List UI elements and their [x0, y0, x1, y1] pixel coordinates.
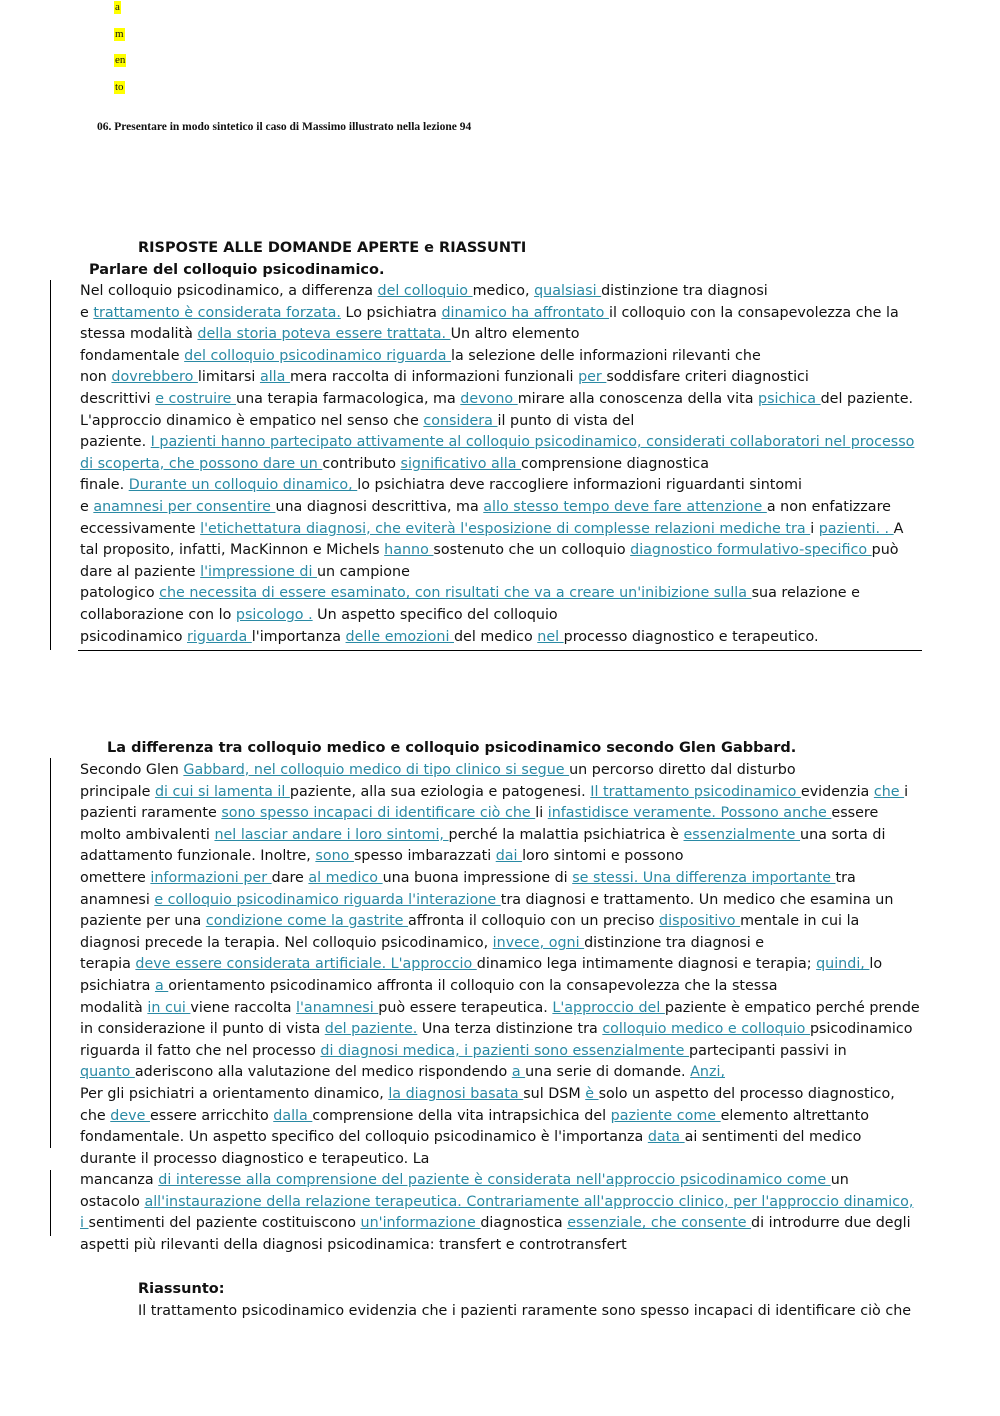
text-line: [80, 1127, 930, 1149]
text-segment: evidenzia: [800, 783, 874, 800]
text-segment: psicodinamico: [80, 628, 188, 645]
text-segment: paziente è empatico perché prende: [664, 999, 920, 1016]
text-line: [80, 1170, 930, 1192]
text-line: [80, 519, 930, 541]
tracked-change-text: Anzi,: [690, 1064, 725, 1081]
text-segment: mentale in cui la: [740, 913, 860, 930]
text-segment: elemento altrettanto: [720, 1107, 869, 1124]
text-segment: Secondo Glen: [80, 762, 184, 778]
tracked-change-text: l'impressione di: [200, 563, 317, 580]
change-bar: [50, 758, 51, 1148]
tracked-change-text: della storia poteva essere trattata.: [197, 326, 451, 343]
question-line: 06. Presentare in modo sintetico il caso di Massimo illustrato nella lezione 94: [97, 121, 472, 133]
text-segment: distinzione tra diagnosi: [601, 283, 768, 299]
text-segment: pazienti raramente: [80, 805, 222, 822]
tracked-change-text: delle emozioni: [345, 628, 454, 645]
tracked-change-text: del colloquio: [377, 283, 473, 299]
text-segment: distinzione tra diagnosi e: [584, 934, 765, 951]
text-line: [80, 1235, 930, 1257]
tracked-change-text: è: [585, 1085, 599, 1102]
text-segment: affronta il colloquio con un preciso: [408, 913, 660, 930]
text-line: [80, 346, 930, 368]
tracked-change-text: qualsiasi: [534, 283, 602, 299]
text-segment: comprensione della vita intrapsichica del: [312, 1107, 611, 1124]
text-line: [80, 782, 930, 804]
text-segment: in considerazione il punto di vista: [80, 1021, 325, 1038]
text-segment: del medico: [453, 628, 538, 645]
tracked-change-text: deve: [110, 1107, 150, 1124]
tracked-change-text: essenzialmente: [683, 826, 801, 843]
text-segment: essere arricchito: [149, 1107, 274, 1124]
tracked-change-text: allo stesso tempo deve fare attenzione: [483, 498, 767, 515]
text-segment: patologico: [80, 585, 160, 602]
tracked-change-text: psichica: [758, 390, 821, 407]
tracked-change-text: di diagnosi medica, i pazienti sono essenzialmente: [320, 1042, 689, 1059]
text-segment: non: [80, 369, 112, 386]
text-segment: stessa modalità: [80, 326, 198, 343]
text-segment: Un aspetto specifico del colloquio: [312, 606, 558, 623]
text-line: [80, 846, 930, 868]
text-line: [80, 1041, 930, 1063]
tracked-change-text: I pazienti hanno partecipato attivamente al colloquio psicodinamico, considerati collaboratori nel processo: [150, 434, 915, 451]
text-segment: dare: [271, 869, 309, 886]
tracked-change-text: essenziale, che consente: [567, 1215, 752, 1232]
tracked-change-text: l'anamnesi: [296, 999, 379, 1016]
tracked-change-text: nel: [537, 628, 564, 645]
text-segment: aspetti più rilevanti della diagnosi psicodinamica: transfert e controtransfert: [80, 1237, 627, 1254]
tracked-change-text: l'etichettatura diagnosi, che eviterà l'esposizione di complesse relazioni mediche tra: [200, 520, 811, 537]
text-segment: una buona impressione di: [382, 869, 573, 886]
text-segment: un: [830, 1172, 849, 1189]
tracked-change-text: dovrebbero: [111, 369, 198, 386]
text-line: [80, 367, 930, 389]
text-segment: A: [893, 520, 904, 537]
tracked-change-text: Gabbard, nel colloquio medico di tipo clinico si segue: [183, 762, 570, 778]
text-segment: orientamento psicodinamico affronta il colloquio con la consapevolezza che la stessa: [168, 977, 778, 994]
tracked-change-text: che necessita di essere esaminato, con risultati che va a creare un'inibizione sulla: [159, 585, 752, 602]
change-bar: [50, 280, 51, 650]
text-line: [80, 454, 930, 476]
highlight-fragment: a: [115, 1, 120, 13]
tracked-change-text: di scoperta, che possono dare un: [80, 455, 323, 472]
text-segment: e: [80, 498, 94, 515]
text-segment: sentimenti del paziente costituiscono: [88, 1215, 361, 1232]
text-segment: tra diagnosi e trattamento. Un medico che esamina un: [500, 891, 894, 908]
text-segment: ai sentimenti del medico: [684, 1129, 862, 1146]
text-line: [80, 803, 930, 825]
text-segment: può: [871, 542, 899, 559]
tracked-change-text: sono spesso incapaci di identificare ciò che: [221, 805, 536, 822]
text-segment: i: [904, 783, 909, 800]
text-segment: i: [810, 520, 819, 537]
tracked-change-text: diagnostico formulativo-specifico: [630, 542, 872, 559]
highlight-fragment: to: [115, 81, 124, 93]
tracked-change-text: un'informazione: [360, 1215, 481, 1232]
text-segment: medico,: [472, 283, 535, 299]
tracked-change-text: trattamento è considerata forzata.: [93, 304, 341, 321]
tracked-change-text: e colloquio psicodinamico riguarda l'interazione: [154, 891, 501, 908]
text-segment: paziente, alla sua eziologia e patogenesi.: [289, 783, 591, 800]
text-segment: terapia: [80, 956, 136, 973]
text-segment: viene raccolta: [190, 999, 297, 1016]
tracked-change-text: del paziente.: [324, 1021, 418, 1038]
section-title: RISPOSTE ALLE DOMANDE APERTE e RIASSUNTI: [138, 240, 527, 256]
tracked-change-text: e costruire: [155, 390, 237, 407]
text-segment: sua relazione e: [751, 585, 860, 602]
divider: [78, 650, 922, 651]
text-segment: una sorta di: [800, 826, 886, 843]
tracked-change-text: hanno: [384, 542, 434, 559]
text-line: [80, 1062, 930, 1084]
text-segment: finale.: [80, 477, 129, 494]
text-line: [80, 868, 930, 890]
text-segment: che: [80, 1107, 111, 1124]
text-segment: a non enfatizzare: [766, 498, 891, 515]
highlight-fragment: m: [115, 28, 124, 40]
tracked-change-text: nel lasciar andare i loro sintomi,: [214, 826, 449, 843]
text-segment: il punto di vista del: [497, 412, 635, 429]
text-line: [80, 911, 930, 933]
text-segment: L'approccio dinamico è empatico nel senso che: [80, 412, 424, 429]
tracked-change-text: per: [578, 369, 607, 386]
text-line: [80, 627, 930, 649]
paragraph-colloquio: [80, 281, 930, 648]
text-segment: soddisfare criteri diagnostici: [606, 369, 809, 386]
text-line: [80, 605, 930, 627]
summary-text: Il trattamento psicodinamico evidenzia che i pazienti raramente sono spesso incapaci di identificare ciò che: [138, 1303, 912, 1319]
text-segment: Nel colloquio psicodinamico, a differenza: [80, 283, 378, 299]
text-line: [80, 998, 930, 1020]
text-segment: paziente per una: [80, 913, 206, 930]
text-line: [80, 389, 930, 411]
text-segment: e: [80, 304, 94, 321]
summary-heading: Riassunto:: [138, 1281, 225, 1297]
paragraph-differenza: [80, 760, 930, 1257]
tracked-change-text: sono: [315, 848, 354, 865]
text-segment: un percorso diretto dal disturbo: [569, 762, 796, 778]
text-line: [80, 954, 930, 976]
text-segment: loro sintomi e possono: [522, 848, 684, 865]
text-segment: spesso imbarazzati: [353, 848, 496, 865]
text-segment: comprensione diagnostica: [521, 455, 709, 472]
text-line: [80, 562, 930, 584]
text-line: [80, 1213, 930, 1235]
tracked-change-text: che: [873, 783, 905, 800]
text-segment: paziente.: [80, 434, 151, 451]
tracked-change-text: psicologo .: [235, 606, 313, 623]
text-segment: solo un aspetto del processo diagnostico,: [598, 1085, 895, 1102]
tracked-change-text: di cui si lamenta il: [154, 783, 290, 800]
tracked-change-text: al medico: [308, 869, 383, 886]
text-segment: un campione: [317, 563, 410, 580]
tracked-change-text: dai: [495, 848, 523, 865]
text-segment: dinamico lega intimamente diagnosi e terapia;: [476, 956, 817, 973]
tracked-change-text: la diagnosi basata: [388, 1085, 524, 1102]
tracked-change-text: anamnesi per consentire: [93, 498, 276, 515]
tracked-change-text: quanto: [80, 1064, 135, 1081]
text-segment: principale: [80, 783, 155, 800]
text-segment: Lo psichiatra: [340, 304, 442, 321]
p1-heading: Parlare del colloquio psicodinamico.: [89, 262, 385, 278]
text-segment: di introdurre due degli: [751, 1215, 911, 1232]
text-segment: diagnostica: [480, 1215, 568, 1232]
text-segment: fondamentale. Un aspetto specifico del colloquio psicodinamico è l'importanza: [80, 1129, 648, 1146]
text-segment: essere: [831, 805, 879, 822]
text-segment: lo: [869, 956, 883, 973]
text-segment: anamnesi: [80, 891, 155, 908]
text-line: [80, 1084, 930, 1106]
text-segment: tal proposito, infatti, MacKinnon e Michels: [80, 542, 385, 559]
text-segment: Per gli psichiatri a orientamento dinamico,: [80, 1085, 389, 1102]
text-segment: sostenuto che un colloquio: [433, 542, 631, 559]
tracked-change-text: alla: [259, 369, 290, 386]
text-segment: del paziente.: [820, 390, 914, 407]
text-segment: il colloquio con la consapevolezza che la: [608, 304, 899, 321]
text-segment: psichiatra: [80, 977, 155, 994]
tracked-change-text: se stessi. Una differenza importante: [572, 869, 836, 886]
tracked-change-text: deve essere considerata artificiale. L'approccio: [135, 956, 477, 973]
tracked-change-text: condizione come la gastrite: [205, 913, 409, 930]
text-line: [80, 583, 930, 605]
text-segment: fondamentale: [80, 347, 185, 364]
text-segment: mera raccolta di informazioni funzionali: [289, 369, 579, 386]
tracked-change-text: i: [80, 1215, 89, 1232]
change-bar: [50, 1170, 51, 1236]
tracked-change-text: invece, ogni: [492, 934, 585, 951]
text-segment: molto ambivalenti: [80, 826, 215, 843]
tracked-change-text: del colloquio psicodinamico riguarda: [184, 347, 452, 364]
text-line: [80, 890, 930, 912]
text-segment: omettere: [80, 869, 151, 886]
text-segment: partecipanti passivi in: [689, 1042, 847, 1059]
text-segment: perché la malattia psichiatrica è: [448, 826, 684, 843]
tracked-change-text: Il trattamento psicodinamico: [590, 783, 801, 800]
text-segment: dare al paziente: [80, 563, 201, 580]
text-segment: una terapia farmacologica, ma: [236, 390, 461, 407]
text-segment: Un altro elemento: [450, 326, 580, 343]
text-segment: tra: [835, 869, 856, 886]
text-line: [80, 760, 930, 782]
text-segment: Una terza distinzione tra: [417, 1021, 603, 1038]
tracked-change-text: quindi,: [816, 956, 870, 973]
text-segment: psicodinamico: [809, 1021, 913, 1038]
text-line: [80, 475, 930, 497]
text-line: [80, 825, 930, 847]
text-segment: modalità: [80, 999, 148, 1016]
text-line: [80, 411, 930, 433]
text-line: [80, 1019, 930, 1041]
tracked-change-text: considera: [423, 412, 498, 429]
text-segment: adattamento funzionale. Inoltre,: [80, 848, 316, 865]
tracked-change-text: devono: [460, 390, 518, 407]
text-segment: descrittivi: [80, 390, 156, 407]
text-line: [80, 1106, 930, 1128]
text-line: [80, 281, 930, 303]
tracked-change-text: Durante un colloquio dinamico,: [128, 477, 358, 494]
text-line: [80, 540, 930, 562]
text-segment: una diagnosi descrittiva, ma: [275, 498, 484, 515]
tracked-change-text: dispositivo: [659, 913, 741, 930]
text-line: [80, 1149, 930, 1171]
tracked-change-text: dalla: [273, 1107, 313, 1124]
text-segment: riguarda il fatto che nel processo: [80, 1042, 321, 1059]
tracked-change-text: L'approccio del: [552, 999, 665, 1016]
tracked-change-text: all'instaurazione della relazione terapeutica. Contrariamente all'approccio clinico, per l'approccio dinamico,: [144, 1193, 914, 1210]
tracked-change-text: a: [511, 1064, 526, 1081]
text-segment: eccessivamente: [80, 520, 201, 537]
text-segment: li: [535, 805, 548, 822]
tracked-change-text: pazienti. .: [818, 520, 894, 537]
text-segment: una serie di domande.: [525, 1064, 691, 1081]
text-segment: può essere terapeutica.: [378, 999, 553, 1016]
tracked-change-text: di interesse alla comprensione del paziente è considerata nell'approccio psicodinamico come: [158, 1172, 831, 1189]
tracked-change-text: riguarda: [187, 628, 252, 645]
tracked-change-text: significativo alla: [400, 455, 522, 472]
text-segment: ostacolo: [80, 1193, 145, 1210]
text-line: [80, 1192, 930, 1214]
text-line: [80, 324, 930, 346]
text-segment: contributo: [322, 455, 401, 472]
tracked-change-text: colloquio medico e colloquio: [602, 1021, 810, 1038]
tracked-change-text: a: [154, 977, 169, 994]
text-segment: l'importanza: [251, 628, 346, 645]
tracked-change-text: informazioni per: [150, 869, 272, 886]
text-segment: lo psichiatra deve raccogliere informazioni riguardanti sintomi: [357, 477, 803, 494]
text-segment: limitarsi: [197, 369, 260, 386]
text-segment: durante il processo diagnostico e terapeutico. La: [80, 1150, 430, 1167]
highlight-fragment: en: [115, 54, 126, 66]
text-line: [80, 303, 930, 325]
text-segment: mirare alla conoscenza della vita: [517, 390, 759, 407]
text-segment: collaborazione con lo: [80, 606, 236, 623]
text-segment: sul DSM: [523, 1085, 586, 1102]
tracked-change-text: paziente come: [610, 1107, 721, 1124]
text-line: [80, 497, 930, 519]
tracked-change-text: in cui: [147, 999, 191, 1016]
text-segment: mancanza: [80, 1172, 159, 1189]
p2-heading: La differenza tra colloquio medico e colloquio psicodinamico secondo Glen Gabbard.: [107, 740, 797, 756]
tracked-change-text: data: [647, 1129, 685, 1146]
text-line: [80, 432, 930, 454]
tracked-change-text: infastidisce veramente. Possono anche: [547, 805, 832, 822]
text-segment: diagnosi precede la terapia. Nel colloquio psicodinamico,: [80, 934, 493, 951]
text-line: [80, 976, 930, 998]
text-segment: processo diagnostico e terapeutico.: [563, 628, 819, 645]
tracked-change-text: dinamico ha affrontato: [441, 304, 609, 321]
text-segment: aderiscono alla valutazione del medico rispondendo: [134, 1064, 512, 1081]
text-line: [80, 933, 930, 955]
text-segment: la selezione delle informazioni rilevanti che: [451, 347, 761, 364]
